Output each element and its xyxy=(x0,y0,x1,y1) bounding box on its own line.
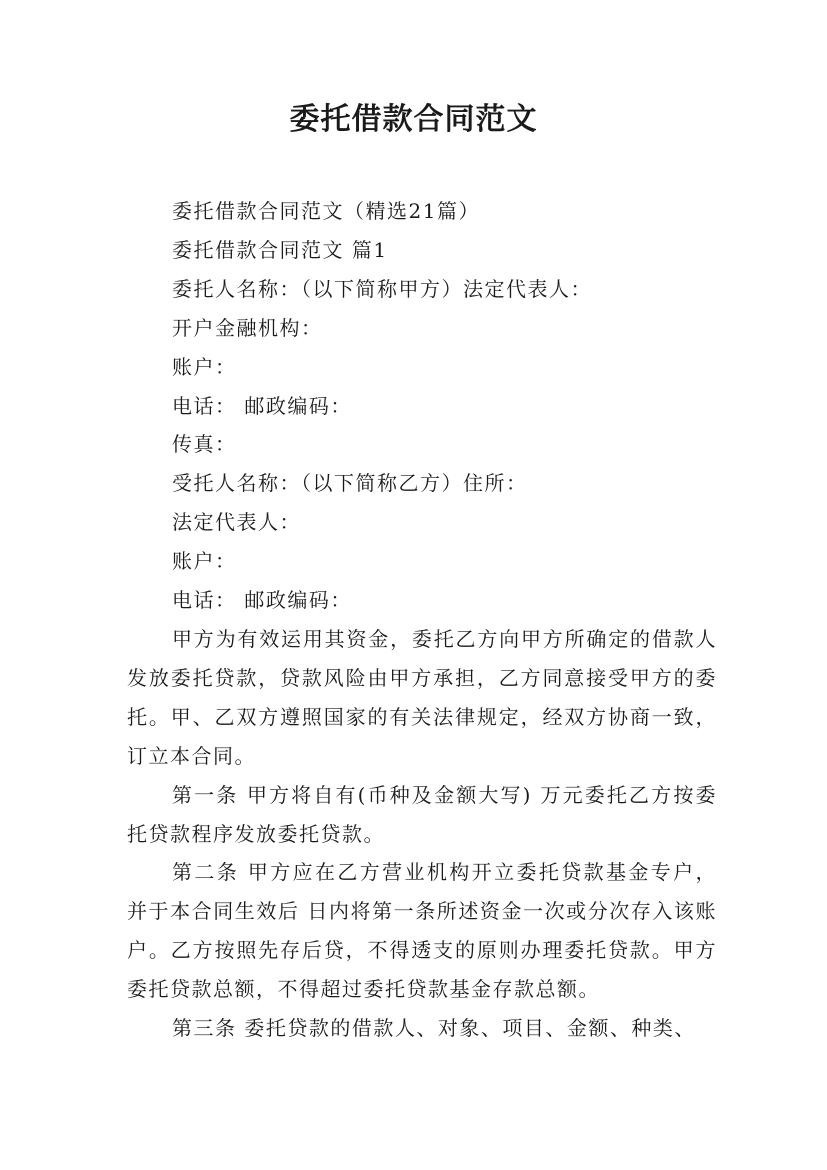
document-title: 委托借款合同范文 xyxy=(289,102,538,137)
subtitle-line: 委托借款合同范文（精选21篇） xyxy=(172,199,480,223)
article-3-paragraph: 第三条 委托贷款的借款人、对象、项目、金额、种类、 xyxy=(172,1016,696,1041)
trustee-name-line: 受托人名称：（以下简称乙方）住所： xyxy=(172,471,528,496)
principal-name-line: 委托人名称：（以下简称甲方）法定代表人： xyxy=(172,276,592,301)
phone-postcode-line: 电话： 邮政编码： xyxy=(172,393,352,418)
account-line: 账户： xyxy=(172,354,237,379)
trustee-phone-postcode-line: 电话： 邮政编码： xyxy=(172,588,352,613)
trustee-account-line: 账户： xyxy=(172,549,237,574)
section-heading-line: 委托借款合同范文 篇1 xyxy=(172,237,388,262)
document-body xyxy=(127,192,717,1048)
fax-line: 传真： xyxy=(172,432,237,457)
legal-representative-line: 法定代表人： xyxy=(172,510,301,535)
bank-institution-line: 开户金融机构： xyxy=(172,315,323,340)
article-2-paragraph: 第二条 甲方应在乙方营业机构开立委托贷款基金专户，并于本合同生效后 日内将第一条所述资金一次或分次存入该账户。乙方按照先存后贷，不得透支的原则办理委托贷款。甲方委托贷款总额，不得超过委托贷款基金存款总额。 xyxy=(127,860,717,1002)
preamble-paragraph: 甲方为有效运用其资金，委托乙方向甲方所确定的借款人发放委托贷款，贷款风险由甲方承担，乙方同意接受甲方的委托。甲、乙双方遵照国家的有关法律规定，经双方协商一致，订立本合同。 xyxy=(127,626,717,768)
article-1-paragraph: 第一条 甲方将自有(币种及金额大写) 万元委托乙方按委托贷款程序发放委托贷款。 xyxy=(127,782,717,846)
